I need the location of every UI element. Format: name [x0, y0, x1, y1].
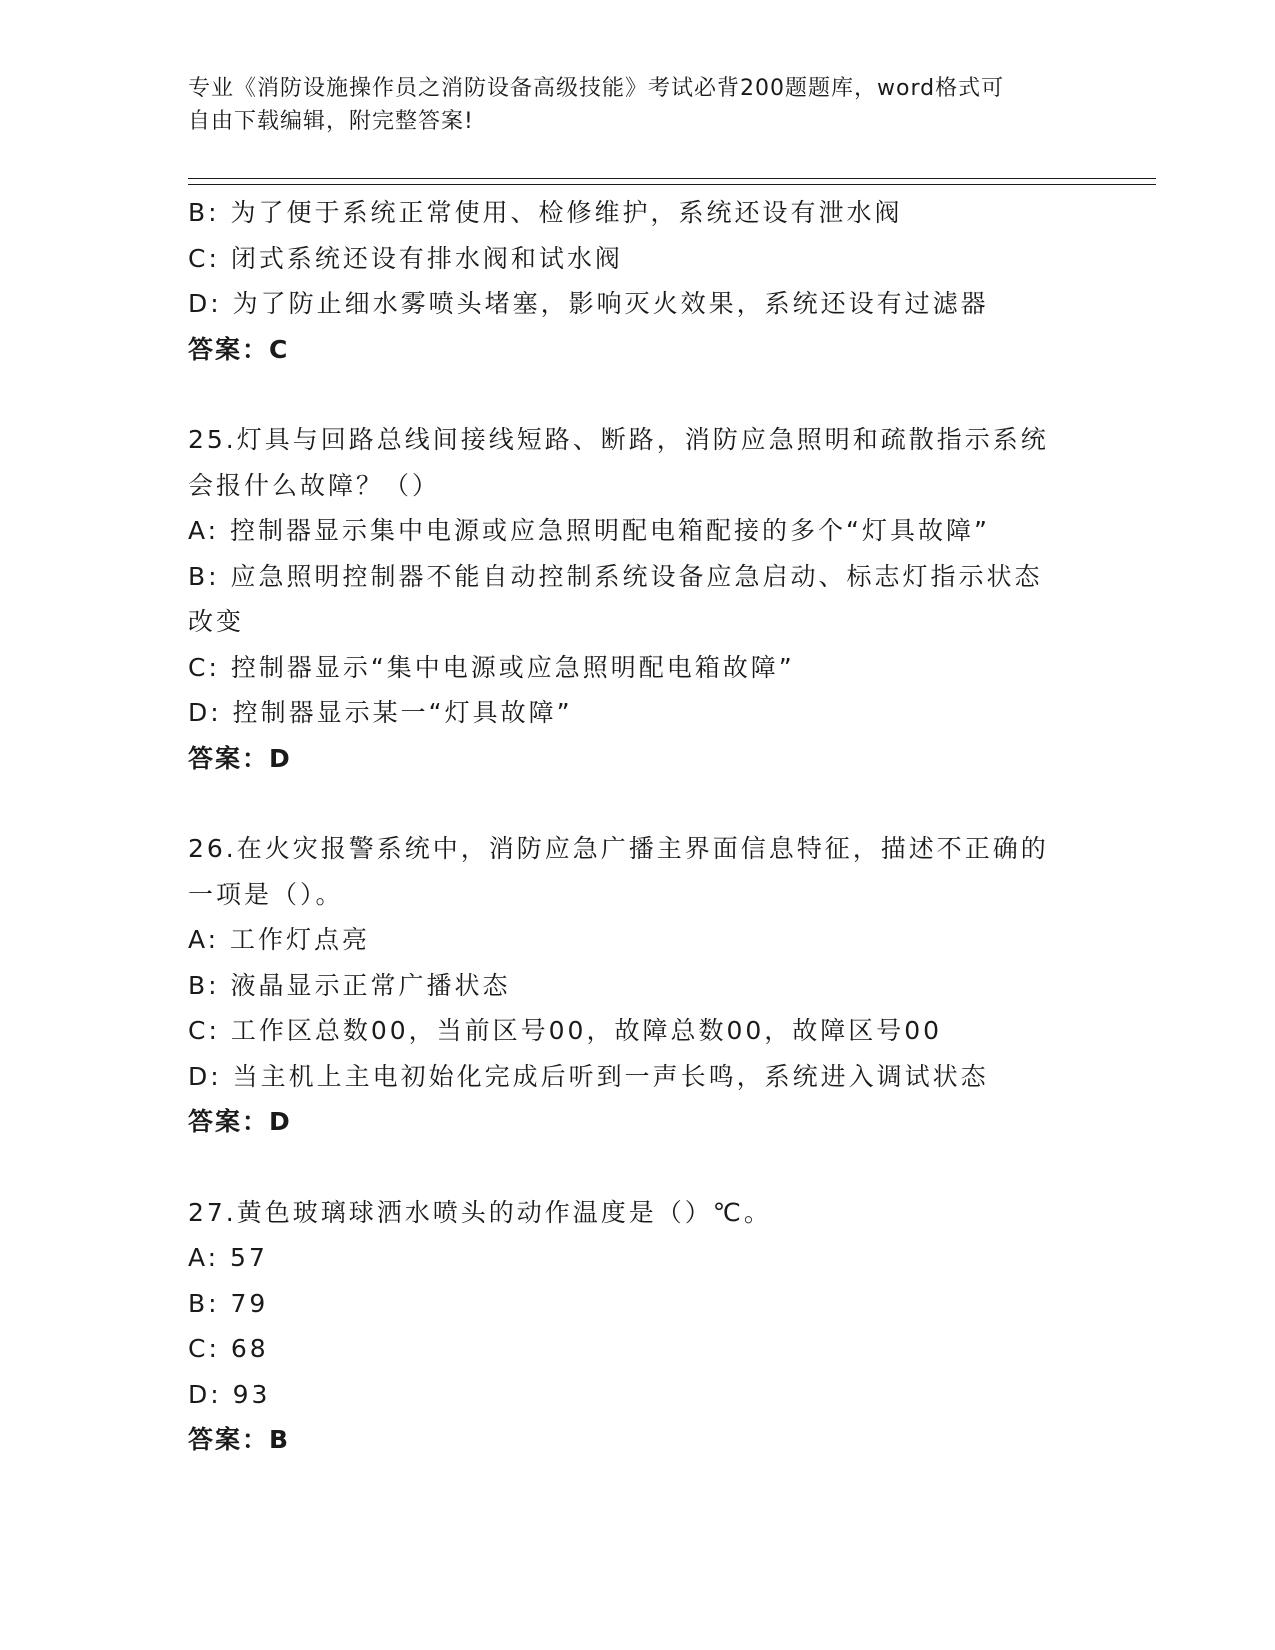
option-a: A: 控制器显示集中电源或应急照明配电箱配接的多个“灯具故障”: [188, 516, 990, 545]
option-d: D: 为了防止细水雾喷头堵塞，影响灭火效果，系统还设有过滤器: [188, 289, 989, 318]
option-d: D: 93: [188, 1379, 271, 1409]
question-27-block: [188, 1190, 1088, 1463]
question-25-block: [188, 417, 1088, 781]
answer-line: 答案：C: [188, 334, 290, 364]
question-stem-continued: 一项是（）。: [188, 879, 344, 909]
option-d: D: 当主机上主电初始化完成后听到一声长鸣，系统进入调试状态: [188, 1061, 989, 1091]
header-divider: [188, 178, 1156, 185]
option-c: C: 控制器显示“集中电源或应急照明配电箱故障”: [188, 652, 795, 682]
spacer: [188, 1145, 1088, 1190]
question-stem: 25.灯具与回路总线间接线短路、断路，消防应急照明和疏散指示系统: [188, 425, 1049, 454]
option-c: C: 闭式系统还设有排水阀和试水阀: [188, 243, 623, 273]
question-stem-continued: 会报什么故障？（）: [188, 470, 441, 500]
option-b: B: 79: [188, 1288, 269, 1318]
option-a: A: 工作灯点亮: [188, 925, 371, 954]
question-content: [188, 190, 1088, 1463]
spacer: [188, 372, 1088, 417]
option-b: B: 应急照明控制器不能自动控制系统设备应急启动、标志灯指示状态: [188, 561, 1043, 591]
option-c: C: 工作区总数00，当前区号00，故障总数00，故障区号00: [188, 1016, 943, 1045]
option-b: B: 为了便于系统正常使用、检修维护，系统还设有泄水阀: [188, 198, 903, 227]
answer-line: 答案：D: [188, 743, 292, 773]
question-26-block: [188, 826, 1088, 1145]
option-c: C: 68: [188, 1334, 269, 1363]
option-b-continued: 改变: [188, 607, 245, 636]
question-stem: 26.在火灾报警系统中，消防应急广播主界面信息特征，描述不正确的: [188, 834, 1049, 863]
document-header: [188, 72, 1068, 138]
option-b: B: 液晶显示正常广播状态: [188, 970, 511, 1000]
header-line-1: 专业《消防设施操作员之消防设备高级技能》考试必背200题题库，word格式可: [188, 76, 1005, 101]
option-d: D: 控制器显示某一“灯具故障”: [188, 698, 573, 727]
header-line-2: 自由下载编辑，附完整答案!: [188, 109, 474, 134]
option-a: A: 57: [188, 1243, 268, 1272]
answer-line: 答案：B: [188, 1425, 291, 1454]
previous-question-block: [188, 190, 1088, 372]
spacer: [188, 781, 1088, 826]
question-stem: 27.黄色玻璃球洒水喷头的动作温度是（）℃。: [188, 1197, 772, 1227]
answer-line: 答案：D: [188, 1107, 292, 1136]
